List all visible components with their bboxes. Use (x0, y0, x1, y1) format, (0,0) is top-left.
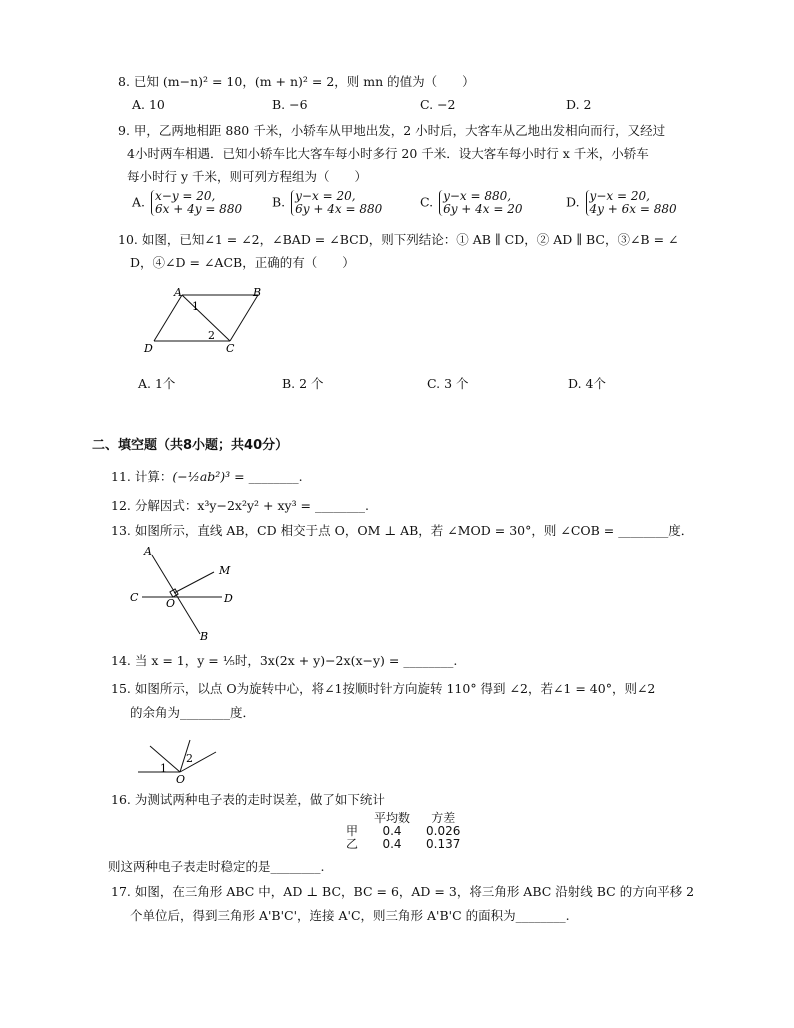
table-row: 乙 0.4 0.137 (346, 837, 461, 851)
table-row: 甲 0.4 0.026 (346, 824, 461, 838)
q16-statistics-table (338, 812, 468, 851)
q13-label-b: B (200, 630, 209, 642)
q15-label-o: O (176, 773, 186, 784)
q15-label-angle1: 1 (160, 762, 167, 775)
q15-stem-line1: 15. 如图所示，以点 O为旋转中心，将∠1按顺时针方向旋转 110° 得到 ∠2，若∠1 = 40°，则∠2 (111, 681, 656, 696)
q17-stem-line2: 个单位后，得到三角形 A'B'C'，连接 A'C，则三角形 A'B'C 的面积为________. (130, 908, 570, 923)
q13-intersecting-lines-figure (126, 542, 242, 642)
q11-stem: 11. 计算：(−½ab²)³ = ________. (111, 469, 303, 484)
q10-label-a: A (174, 286, 182, 299)
q10-parallelogram-figure (140, 284, 270, 356)
q13-label-a: A (144, 545, 152, 558)
q16-stem-line1: 16. 为测试两种电子表的走时误差，做了如下统计 (111, 792, 385, 807)
q16-stem-line2: 则这两种电子表走时稳定的是________. (108, 859, 325, 874)
q15-rotation-figure (134, 738, 224, 784)
q13-label-m: M (219, 564, 231, 577)
q9-option-c-system: y−x = 880, 6y + 4x = 20 (439, 190, 522, 216)
q9-option-d-system: y−x = 20, 4y + 6x = 880 (586, 190, 677, 216)
q17-stem-line1: 17. 如图，在三角形 ABC 中，AD ⊥ BC，BC = 6，AD = 3，将三角形 ABC 沿射线 BC 的方向平移 2 (111, 884, 695, 899)
q9-stem-line2: 4小时两车相遇．已知小轿车比大客车每小时多行 20 千米．设大客车每小时行 x 千米，小轿车 (127, 146, 649, 161)
q11-expression: (−½ab²)³ (172, 469, 231, 484)
q10-stem-line1: 10. 如图，已知∠1 = ∠2，∠BAD = ∠BCD，则下列结论：① AB ∥ CD，② AD ∥ BC，③∠B = ∠ (118, 232, 679, 247)
q9-option-d (566, 190, 677, 216)
q9-option-d-label: D. (566, 194, 580, 210)
q13-stem: 13. 如图所示，直线 AB，CD 相交于点 O，OM ⊥ AB，若 ∠MOD = 30°，则 ∠COB = ________度． (111, 523, 694, 538)
q9-option-b (272, 190, 382, 216)
q8-option-a: A. 10 (132, 97, 165, 112)
q9-stem-line1: 9. 甲，乙两地相距 880 千米，小轿车从甲地出发，2 小时后，大客车从乙地出发相向而行，又经过 (118, 123, 666, 138)
q10-label-angle1: 1 (192, 300, 199, 313)
q9-option-b-system: y−x = 20, 6y + 4x = 880 (291, 190, 382, 216)
table-header-row: 平均数 方差 (374, 811, 456, 825)
q10-label-b: B (253, 286, 262, 299)
q10-stem-line2: D，④∠D = ∠ACB，正确的有（ ） (130, 255, 355, 270)
q10-option-c: C. 3 个 (427, 376, 469, 391)
q9-option-a (132, 190, 242, 216)
q12-stem: 12. 分解因式：x³y−2x²y² + xy³ = ________. (111, 498, 369, 513)
q8-stem: 8. 已知 (m−n)² = 10，(m + n)² = 2，则 mn 的值为（ ） (118, 74, 475, 89)
q10-label-angle2: 2 (208, 329, 215, 342)
q10-option-a: A. 1个 (138, 376, 176, 391)
q8-option-c: C. −2 (420, 97, 456, 112)
section-title-fill-in: 二、填空题（共8小题；共40分） (92, 438, 289, 453)
q9-option-b-label: B. (272, 194, 286, 210)
q10-label-d: D (144, 342, 153, 355)
q10-option-d: D. 4个 (568, 376, 606, 391)
q8-option-b: B. −6 (272, 97, 308, 112)
q10-label-c: C (226, 342, 235, 355)
q13-label-o: O (166, 597, 176, 610)
q15-label-angle2: 2 (186, 752, 193, 765)
q8-option-d: D. 2 (566, 97, 592, 112)
q10-option-b: B. 2 个 (282, 376, 324, 391)
q13-label-c: C (130, 591, 139, 604)
q9-option-a-system: x−y = 20, 6x + 4y = 880 (151, 190, 242, 216)
q9-option-c-label: C. (420, 194, 434, 210)
q15-stem-line2: 的余角为________度． (130, 705, 256, 720)
q9-option-a-label: A. (132, 194, 146, 210)
q13-label-d: D (224, 592, 233, 605)
q14-stem: 14. 当 x = 1，y = ⅕时，3x(2x + y)−2x(x−y) = ________. (111, 653, 458, 668)
q9-stem-line3: 每小时行 y 千米，则可列方程组为（ ） (127, 169, 368, 184)
q9-option-c (420, 190, 523, 216)
